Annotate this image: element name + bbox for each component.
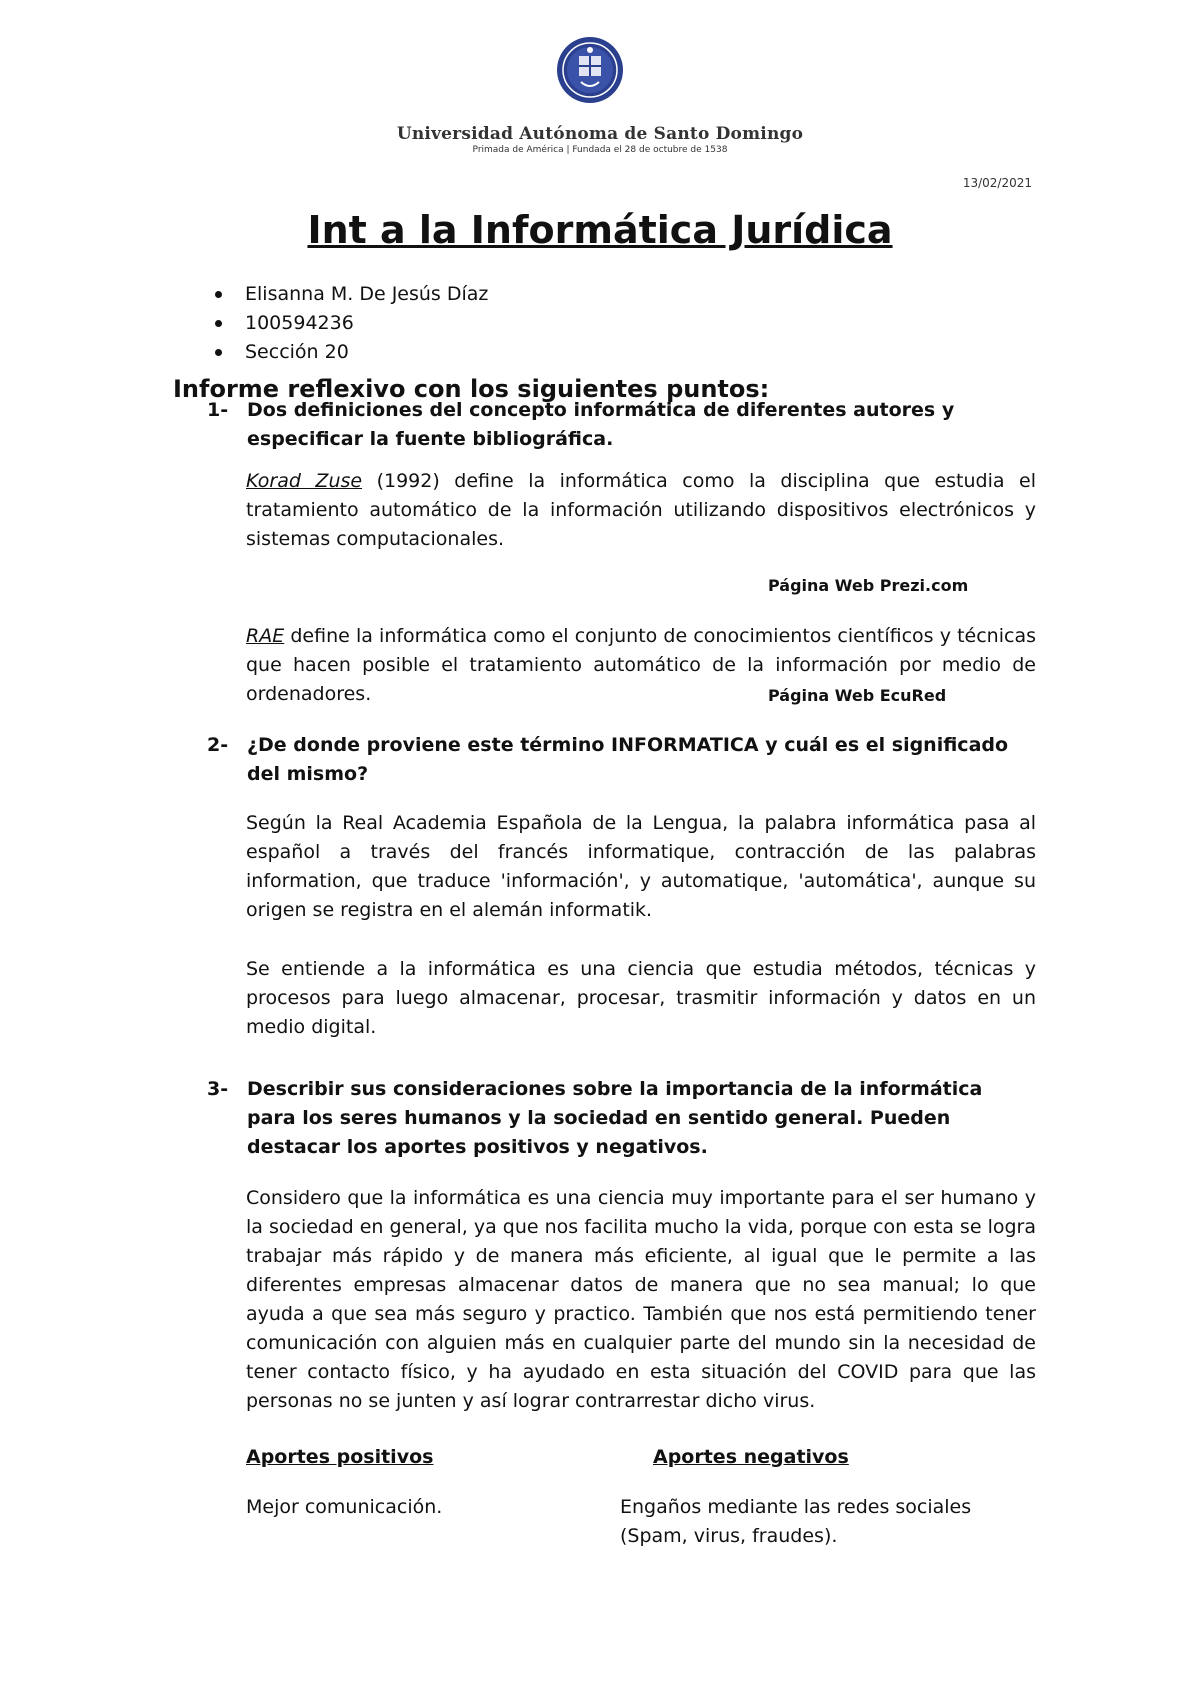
positive-contribution-item: Mejor comunicación. [246, 1496, 443, 1518]
definition-text: define la informática como el conjunto de conocimientos científicos y técnicas que hacen posible el tratamiento automático de la información por medio de ordenadores. [246, 625, 1036, 705]
question-text: Dos definiciones del concepto informática de diferentes autores y especificar la fuente bibliográfica. [247, 399, 955, 450]
question-number: 2- [207, 734, 229, 756]
question-2-answer-2: Se entiende a la informática es una ciencia que estudia métodos, técnicas y procesos para luego almacenar, procesar, trasmitir información y datos en un medio digital. [246, 958, 1036, 1038]
student-section: Sección 20 [215, 338, 488, 367]
negative-contributions-heading: Aportes negativos [653, 1446, 849, 1468]
question-text: Describir sus consideraciones sobre la importancia de la informática para los seres humanos y la sociedad en sentido general. Pueden destacar los aportes positivos y negativos. [247, 1078, 983, 1158]
negative-contribution-item-line2: (Spam, virus, fraudes). [620, 1525, 838, 1547]
question-text: ¿De donde proviene este término INFORMATICA y cuál es el significado del mismo? [247, 734, 1009, 785]
university-seal-logo [555, 34, 625, 122]
question-3-answer: Considero que la informática es una ciencia muy importante para el ser humano y la sociedad en general, ya que nos facilita mucho la vida, porque con esta se logra trabajar más rápido y de manera más eficiente, al igual que le permite a las diferentes empresas almacenar datos de manera que no sea manual; lo que ayuda a que sea más seguro y practico. También que nos está permitiendo tener comunicación con alguien más en cualquier parte del mundo sin la necesidad de tener contacto físico, y ha ayudado en esta situación del COVID para que las personas no se junten y así lograr contrarrestar dicho virus. [246, 1187, 1036, 1412]
student-name: Elisanna M. De Jesús Díaz [215, 280, 488, 309]
student-info-list [215, 280, 488, 367]
question-number: 3- [207, 1078, 229, 1100]
university-name: Universidad Autónoma de Santo Domingo [396, 124, 804, 144]
question-2-answer-1: Según la Real Academia Española de la Lengua, la palabra informática pasa al español a través del francés informatique, contracción de las palabras information, que traduce 'información', y automatique, 'automática', aunque su origen se registra en el alemán informatik. [246, 812, 1036, 921]
definition-author: Korad Zuse [246, 470, 363, 492]
question-1 [207, 396, 1037, 454]
question-3 [207, 1075, 1037, 1162]
question-2 [207, 731, 1037, 789]
positive-contributions-heading: Aportes positivos [246, 1446, 434, 1468]
document-title: Int a la Informática Jurídica [307, 208, 893, 252]
document-date: 13/02/2021 [962, 176, 1032, 190]
question-number: 1- [207, 399, 229, 421]
definition-2-source: Página Web EcuRed [768, 686, 947, 705]
student-id: 100594236 [215, 309, 488, 338]
negative-contribution-item-line1: Engaños mediante las redes sociales [620, 1496, 972, 1518]
definition-author: RAE [246, 625, 285, 647]
university-tagline: Primada de América | Fundada el 28 de octubre de 1538 [472, 145, 728, 155]
report-heading: Informe reflexivo con los siguientes puntos: [173, 375, 770, 403]
definition-1 [246, 467, 1036, 554]
definition-text: (1992) define la informática como la disciplina que estudia el tratamiento automático de la información utilizando dispositivos electrónicos y sistemas computacionales. [246, 470, 1036, 550]
definition-1-source: Página Web Prezi.com [768, 576, 969, 595]
